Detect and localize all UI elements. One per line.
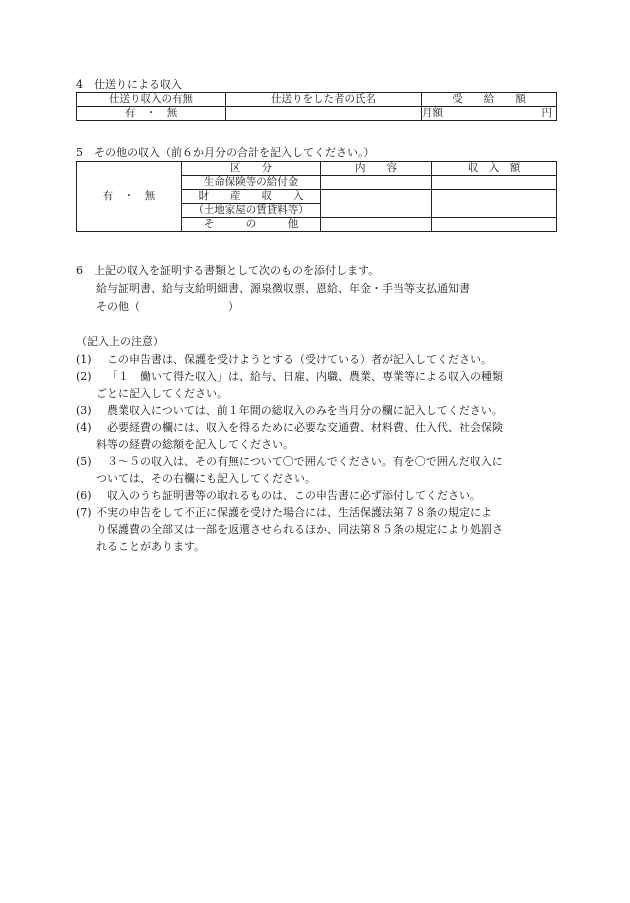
monthly-label: 月額 [422, 107, 443, 119]
row-property-income: 財 産 収 入 [182, 190, 321, 204]
row-other: そ の 他 [182, 218, 321, 232]
property-income-content-field[interactable] [321, 190, 432, 218]
section4-title: 4 仕送りによる収入 [76, 78, 182, 91]
note-item-continued: ついては、その右欄にも記入してください。 [96, 472, 316, 485]
attached-other-field[interactable]: その他（ ） [96, 300, 239, 313]
note-item-continued: 料等の経費の総額を記入してください。 [96, 438, 294, 451]
attached-documents-list: 給与証明書、給与支給明細書、源泉徴収票、恩給、年金・手当等支払通知書 [96, 282, 470, 295]
notes-list: (1) この申告書は、保護を受けようとする（受けている）者が記入してください。 (2) 「１ 働いて得た収入」は、給与、日雇、内職、農業、専業等による収入の種類 ごとに記入してください。 (3) 農業収入については、前１年間の総収入のみを当月分の欄に記入してください。 (4) 必要経費の欄には、収入を得るために必要な交通費、材料費、仕入代、社会保険 料等の経費の総額を記入してください。 (5) ３～５の収入は、その有無について〇で囲んでください。有を〇で囲んだ収入に ついては、その右欄にも記入してください。 (6) 収入のうち証明書等の取れるものは、この申告書に必ず添付してください。 (7) 不実の申告をして不正に保護を受けた場合には、生活保護法第７８条の規定によ り保護費の全部又は一部を返還させられるほか、同法第８５条の規定により処罰さ れることがあります。 [76, 353, 503, 553]
sender-name-field[interactable] [226, 107, 422, 121]
monthly-amount-field[interactable] [422, 107, 557, 121]
col-income-amount: 収 入 額 [432, 162, 557, 176]
note-item-continued: ごとに記入してください。 [96, 387, 228, 400]
row-life-insurance: 生命保険等の給付金 [182, 176, 321, 190]
note-item-continued: り保護費の全部又は一部を返還させられるほか、同法第８５条の規定により処罰さ [96, 523, 503, 536]
col-allowance-presence: 仕送り収入の有無 [77, 93, 226, 107]
notes-title: （記入上の注意） [76, 335, 164, 348]
life-insurance-content-field[interactable] [321, 176, 432, 190]
allowance-yes-no[interactable]: 有 ・ 無 [77, 107, 226, 121]
other-income-table [76, 161, 557, 232]
life-insurance-amount-field[interactable] [432, 176, 557, 190]
other-income-yes-no[interactable]: 有 ・ 無 [77, 162, 182, 232]
yen-label: 円 [541, 107, 552, 119]
allowance-income-table [76, 92, 557, 121]
property-income-amount-field[interactable] [432, 190, 557, 218]
other-amount-field[interactable] [432, 218, 557, 232]
section5-title: 5 その他の収入（前６か月分の合計を記入してください。） [76, 146, 375, 159]
col-sender-name: 仕送りをした者の氏名 [226, 93, 422, 107]
other-content-field[interactable] [321, 218, 432, 232]
col-received-amount: 受 給 額 [422, 93, 557, 107]
col-content: 内 容 [321, 162, 432, 176]
col-category: 区 分 [182, 162, 321, 176]
section6-title: 6 上記の収入を証明する書類として次のものを添付します。 [76, 264, 380, 277]
note-item-continued: れることがあります。 [96, 540, 206, 553]
row-property-income-note: （土地家屋の賃貸料等） [182, 204, 321, 218]
